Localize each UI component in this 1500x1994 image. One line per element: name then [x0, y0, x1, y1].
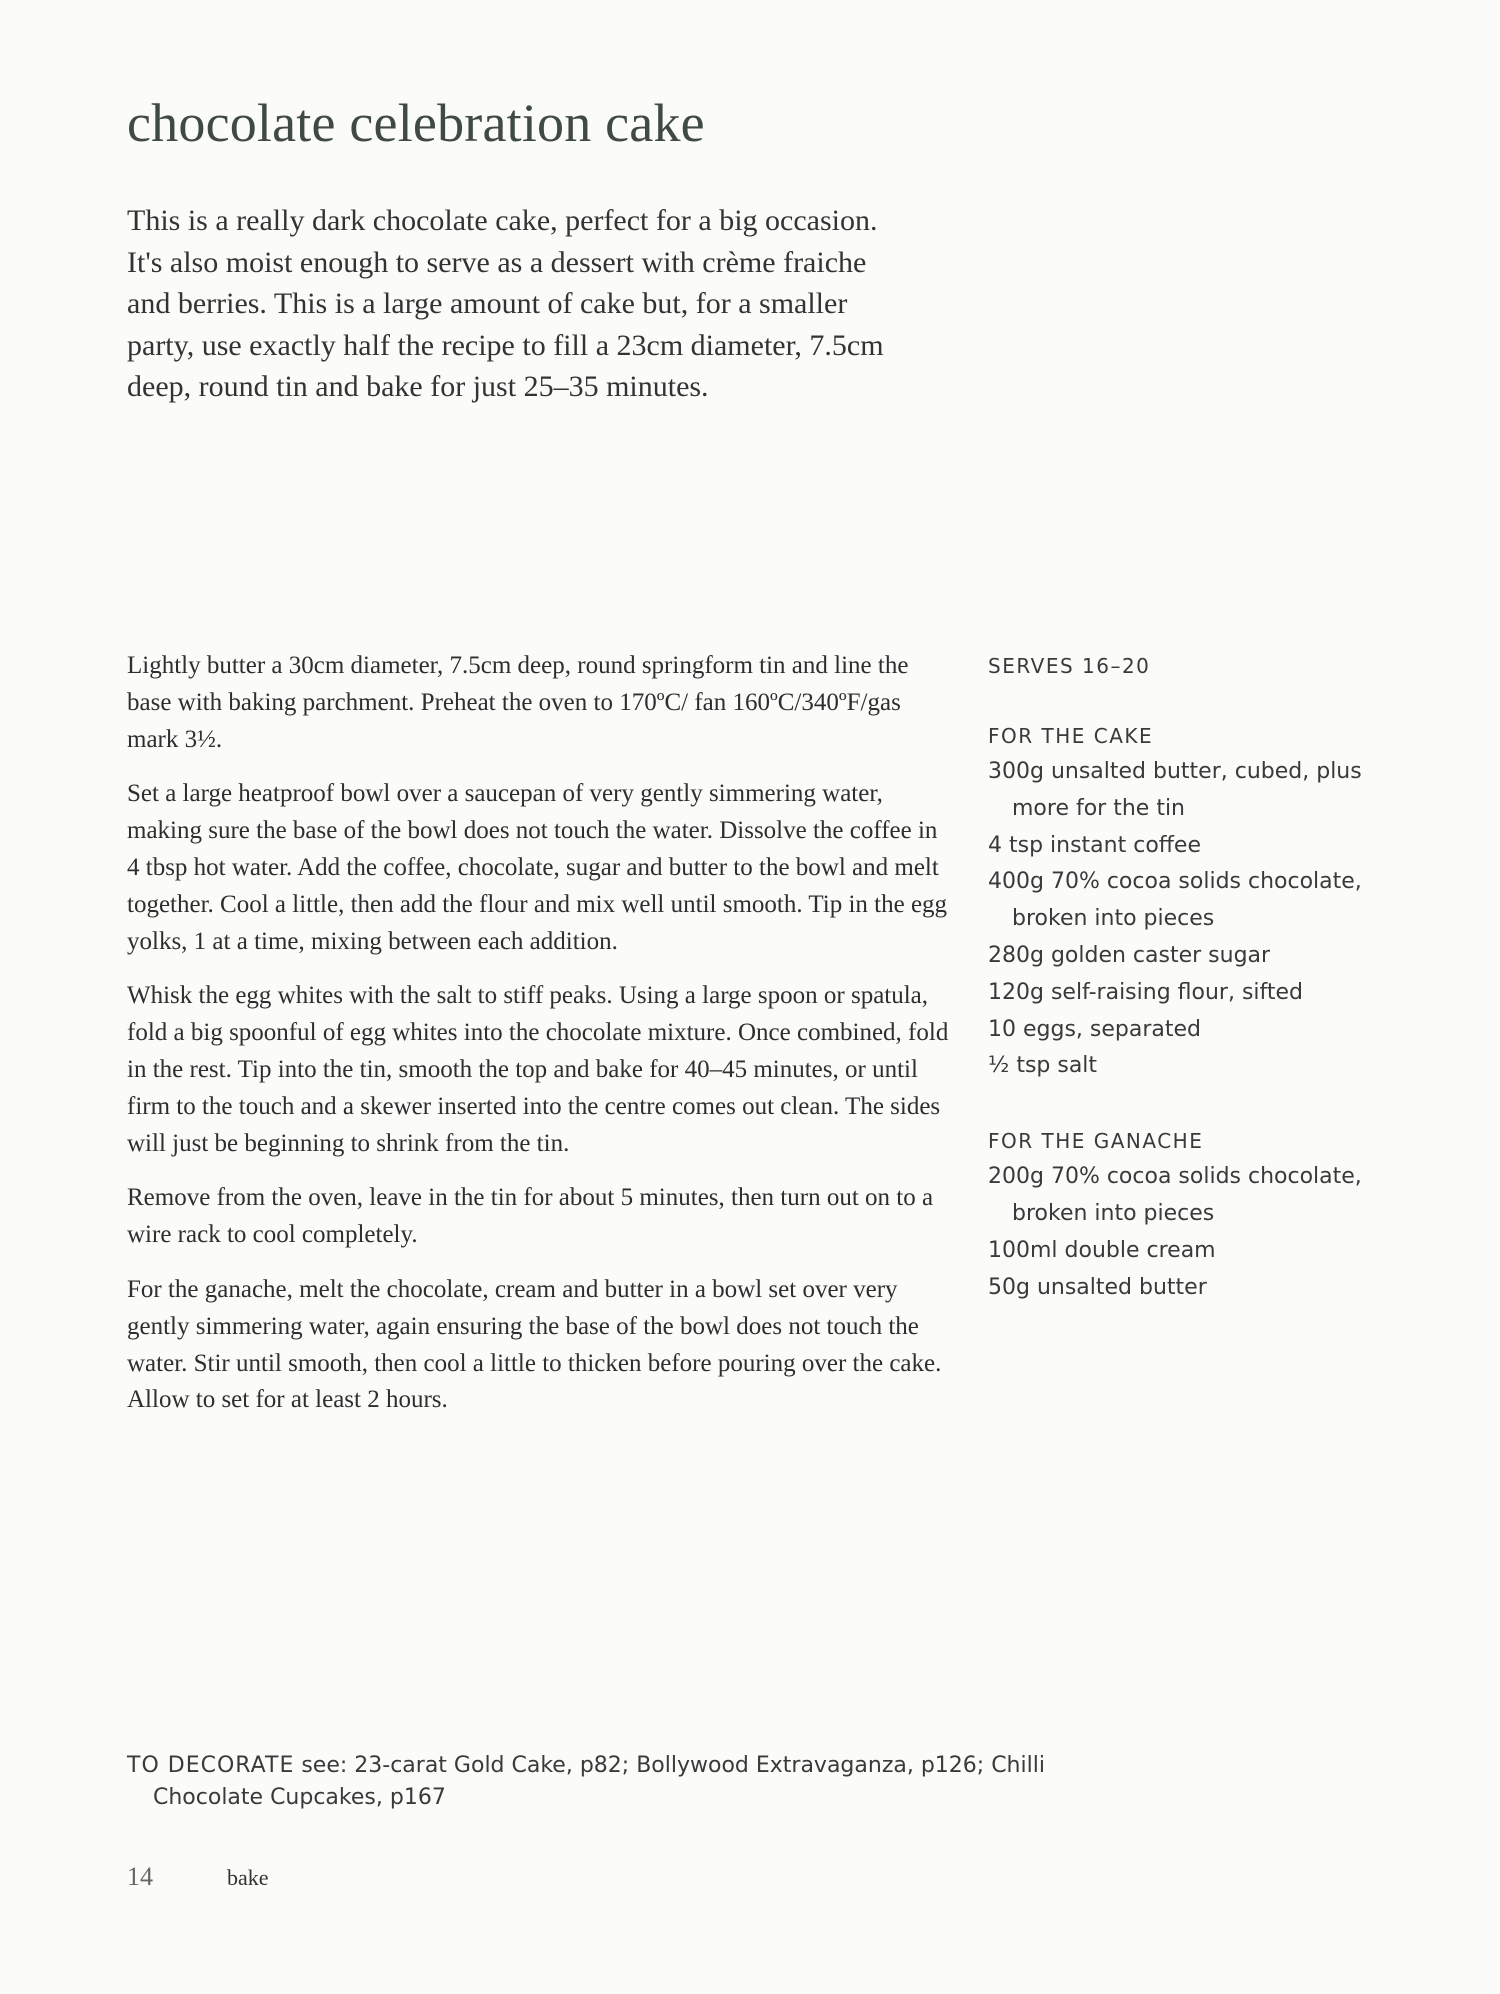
method-step: For the ganache, melt the chocolate, cream and butter in a bowl set over very gently simmering water, again ensuring the base of the bowl does not touch the water. Stir until smooth, then cool a little to thicken before pouring over the cake. Allow to set for at least 2 hours.	[127, 1275, 942, 1414]
cake-ingredients-list	[988, 754, 1408, 1085]
ingredient-item: 400g 70% cocoa solids chocolate, broken into pieces	[988, 869, 1362, 932]
method-step: Whisk the egg whites with the salt to stiff peaks. Using a large spoon or spatula, fold a big spoonful of egg whites into the chocolate mixture. Once combined, fold in the rest. Tip into the tin, smooth the top and bake for 40–45 minutes, or until firm to the touch and a skewer inserted into the centre comes out clean. The sides will just be beginning to shrink from the tin.	[127, 982, 949, 1157]
decorate-text: see: 23-carat Gold Cake, p82; Bollywood Extravaganza, p126; Chilli Chocolate Cupcakes, p167	[153, 1753, 1045, 1810]
page-footer	[127, 1862, 269, 1892]
method-step: Remove from the oven, leave in the tin for about 5 minutes, then turn out on to a wire rack to cool completely.	[127, 1184, 934, 1249]
method-step: Lightly butter a 30cm diameter, 7.5cm deep, round springform tin and line the base with baking parchment. Preheat the oven to 170ºC/ fan 160ºC/340ºF/gas mark 3½.	[127, 652, 909, 753]
page-number: 14	[127, 1862, 153, 1891]
decorate-label: TO DECORATE	[127, 1753, 295, 1778]
ingredients-panel	[988, 652, 1408, 1306]
cake-ingredients-heading: FOR THE CAKE	[988, 724, 1154, 748]
ingredient-item: 50g unsalted butter	[988, 1274, 1207, 1300]
ingredient-item: 10 eggs, separated	[988, 1016, 1201, 1042]
ingredient-item: ½ tsp salt	[988, 1053, 1098, 1079]
ingredient-item: 4 tsp instant coffee	[988, 832, 1202, 858]
ingredient-item: 300g unsalted butter, cubed, plus more for the tin	[988, 759, 1362, 821]
method-section	[127, 648, 952, 1437]
ingredient-item: 100ml double cream	[988, 1237, 1216, 1263]
recipe-intro: This is a really dark chocolate cake, perfect for a big occasion. It's also moist enough to serve as a dessert with crème fraiche and berries. This is a large amount of cake but, for a smaller party, use exactly half the recipe to fill a 23cm diameter, 7.5cm deep, round tin and bake for just 25–35 minutes.	[127, 204, 884, 403]
ingredient-item: 280g golden caster sugar	[988, 942, 1271, 968]
ingredient-item: 120g self-raising flour, sifted	[988, 979, 1304, 1005]
ingredient-item: 200g 70% cocoa solids chocolate, broken into pieces	[988, 1164, 1362, 1226]
ganache-ingredients-list	[988, 1159, 1408, 1306]
ganache-ingredients-heading: FOR THE GANACHE	[988, 1129, 1204, 1154]
serves-label: SERVES 16–20	[988, 654, 1151, 678]
recipe-title: chocolate celebration cake	[127, 93, 705, 153]
method-step: Set a large heatproof bowl over a saucepan of very gently simmering water, making sure the base of the bowl does not touch the water. Dissolve the coffee in 4 tbsp hot water. Add the coffee, chocolate, sugar and butter to the bowl and melt together. Cool a little, then add the flour and mix well until smooth. Tip in the egg yolks, 1 at a time, mixing between each addition.	[127, 780, 948, 955]
section-name: bake	[227, 1865, 269, 1890]
decorate-note	[127, 1750, 1153, 1814]
